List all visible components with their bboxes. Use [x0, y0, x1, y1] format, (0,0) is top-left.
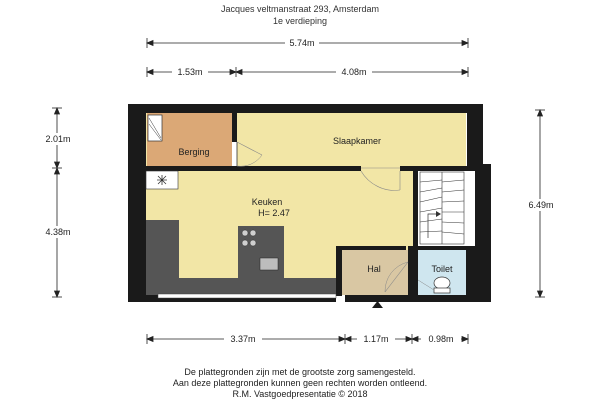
dim-left-lower: 4.38m: [45, 227, 71, 237]
dim-top-left: 1.53m: [177, 67, 203, 77]
room-label-slaapkamer: Slaapkamer: [332, 136, 382, 146]
dim-bottom-mid: 1.17m: [363, 334, 389, 344]
footer-line-3: R.M. Vastgoedpresentatie © 2018: [232, 389, 368, 399]
footer-line-1: De plattegronden zijn met de grootste zorg samengesteld.: [184, 367, 416, 377]
room-label-hal: Hal: [367, 264, 381, 274]
room-label-berging: Berging: [178, 147, 210, 157]
dim-top-right: 4.08m: [341, 67, 367, 77]
address-title: Jacques veltmanstraat 293, Amsterdam: [220, 4, 380, 14]
kitchen-counter-bottom: [146, 278, 336, 295]
room-label-keuken: Keuken: [251, 197, 283, 207]
entrance-arrow-icon: [372, 301, 383, 308]
dim-bottom-left: 3.37m: [230, 334, 256, 344]
dim-right-total: 6.49m: [528, 200, 554, 210]
room-height-keuken: H= 2.47: [258, 208, 290, 218]
fan-icon: [157, 175, 167, 185]
sink-icon: [260, 258, 278, 270]
footer-line-2: Aan deze plattegronden kunnen geen rechten worden ontleend.: [172, 378, 428, 388]
dim-left-upper: 2.01m: [45, 134, 71, 144]
floor-subtitle: 1e verdieping: [272, 16, 328, 26]
dim-top-total: 5.74m: [289, 38, 315, 48]
room-label-toilet: Toilet: [431, 264, 453, 274]
window-bottom: [158, 294, 336, 298]
dim-bottom-right: 0.98m: [428, 334, 454, 344]
toilet-icon: [434, 277, 450, 289]
